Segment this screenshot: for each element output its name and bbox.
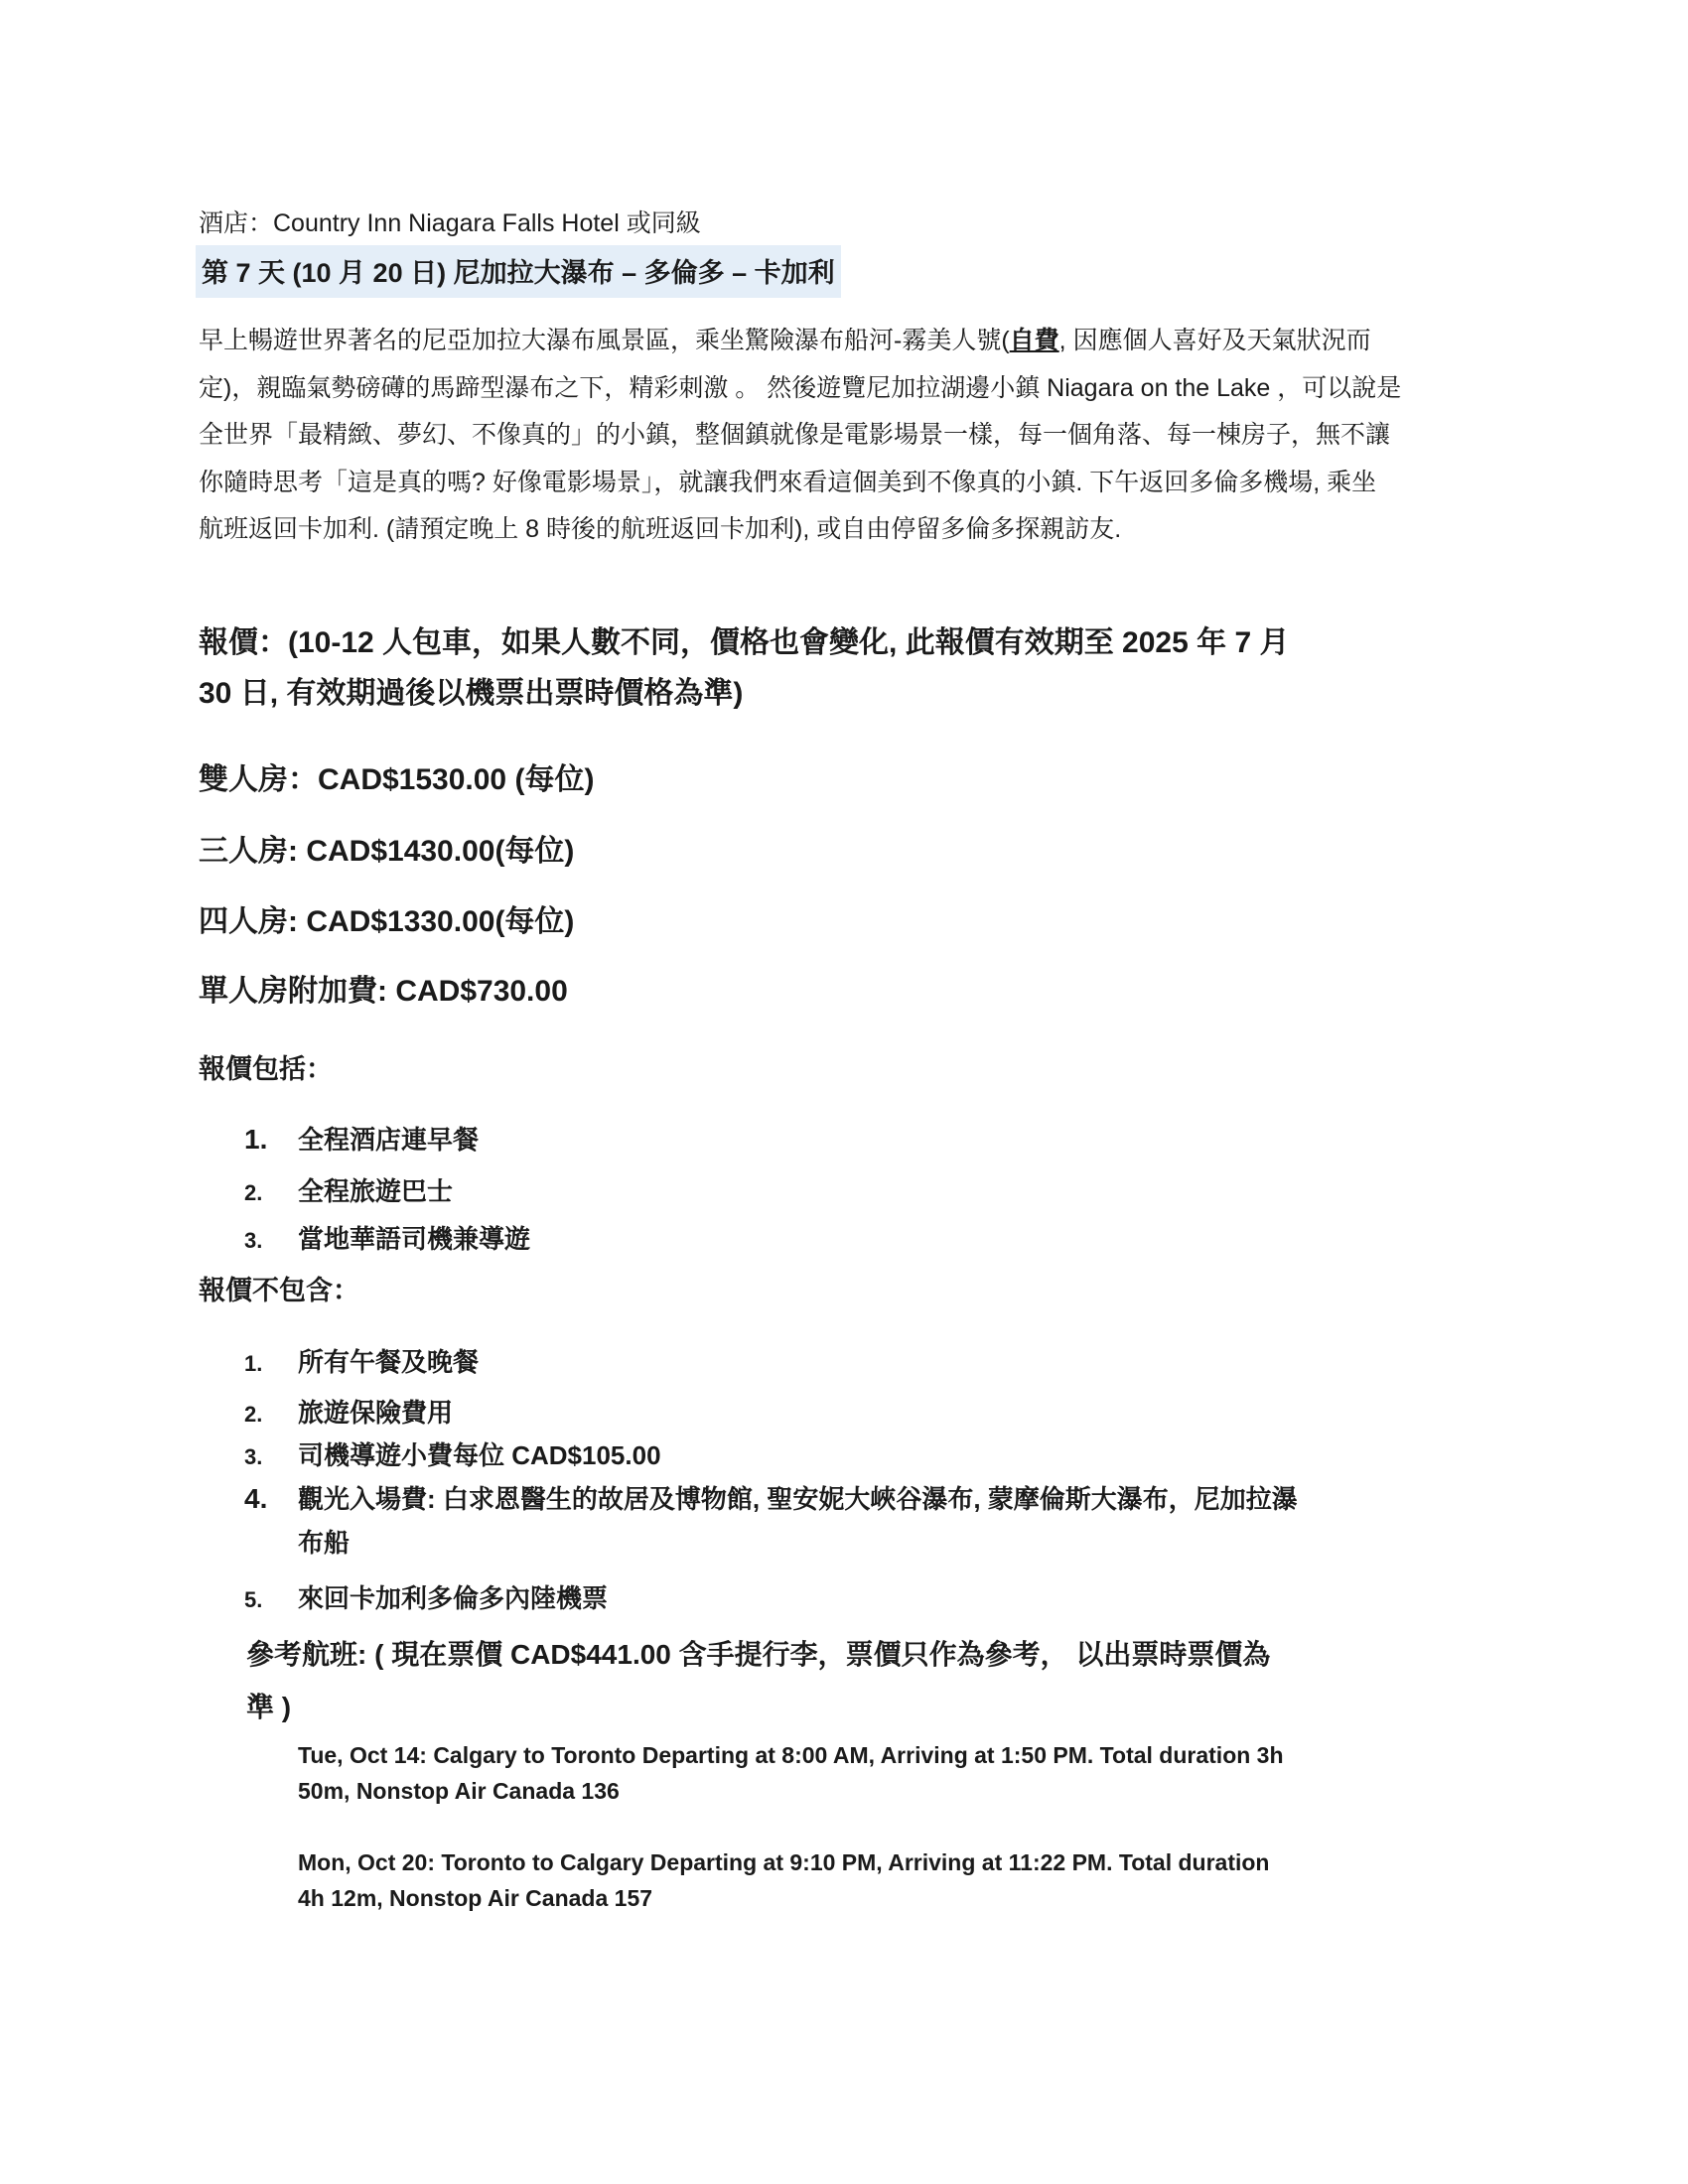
excluded-item-continuation: 布船 [298,1528,351,1558]
description-line-5: 航班返回卡加利. (請預定晚上 8 時後的航班返回卡加利), 或自由停留多倫多探親訪友. [199,515,1122,543]
self-pay-note: 自費 [1009,327,1059,354]
price-triple-room: 三人房: CAD$1430.00(每位) [199,835,575,868]
flight-outbound: Tue, Oct 14: Calgary to Toronto Departing at 8:00 AM, Arriving at 1:50 PM. Total duration 3h 50m, Nonstop Air Canada 136 [298,1742,1284,1804]
excluded-item: 1. 所有午餐及晚餐 [244,1347,480,1377]
excluded-item: 5. 來回卡加利多倫多內陸機票 [244,1583,609,1613]
included-item: 2. 全程旅遊巴士 [244,1176,454,1206]
reference-flights-note: 參考航班: ( 現在票價 CAD$441.00 含手提行李，票價只作為參考， 以出票時票價為 準 ) [246,1639,1271,1722]
price-twin-room: 雙人房：CAD$1530.00 (每位) [199,763,595,796]
quote-heading: 報價：(10-12 人包車，如果人數不同，價格也會變化, 此報價有效期至 2025 年 7 月 30 日, 有效期過後以機票出票時價格為準) [199,626,1290,710]
excluded-label: 報價不包含： [199,1276,359,1305]
included-label: 報價包括： [199,1054,333,1084]
price-single-supplement: 單人房附加費: CAD$730.00 [199,975,568,1008]
included-item: 3. 當地華語司機兼導遊 [244,1224,531,1254]
price-quad-room: 四人房: CAD$1330.00(每位) [199,905,575,938]
description-line-3: 全世界「最精緻、夢幻、不像真的」的小鎮，整個鎮就像是電影場景一樣，每一個角落、每一棟房子，無不讓 [199,421,1391,449]
day-7-heading: 第 7 天 (10 月 20 日) 尼加拉大瀑布 – 多倫多 – 卡加利 [196,245,841,298]
day-description [199,318,1519,554]
hotel-line: 酒店：Country Inn Niagara Falls Hotel 或同級 [199,209,701,237]
excluded-item: 2. 旅遊保險費用 [244,1398,454,1428]
description-line-4: 你隨時思考「這是真的嗎? 好像電影場景」，就讓我們來看這個美到不像真的小鎮. 下午返回多倫多機場, 乘坐 [199,468,1377,496]
description-line-2: 定)，親臨氣勢磅礡的馬蹄型瀑布之下，精彩刺激 。 然後遊覽尼加拉湖邊小鎮 Niagara on the Lake ，可以說是 [199,373,1402,402]
flight-return: Mon, Oct 20: Toronto to Calgary Departing at 9:10 PM, Arriving at 11:22 PM. Total duration 4h 12m, Nonstop Air Canada 157 [298,1849,1270,1911]
description-line-1: 早上暢遊世界著名的尼亞加拉大瀑布風景區，乘坐驚險瀑布船河-霧美人號(自費, 因應個人喜好及天氣狀況而 [199,327,1371,354]
included-item: 1. 全程酒店連早餐 [244,1124,480,1155]
excluded-item: 3. 司機導遊小費每位 CAD$105.00 [244,1440,661,1470]
excluded-item: 4. 觀光入場費: 白求恩醫生的故居及博物館, 聖安妮大峽谷瀑布, 蒙摩倫斯大瀑布，尼加拉瀑 [244,1483,1298,1514]
